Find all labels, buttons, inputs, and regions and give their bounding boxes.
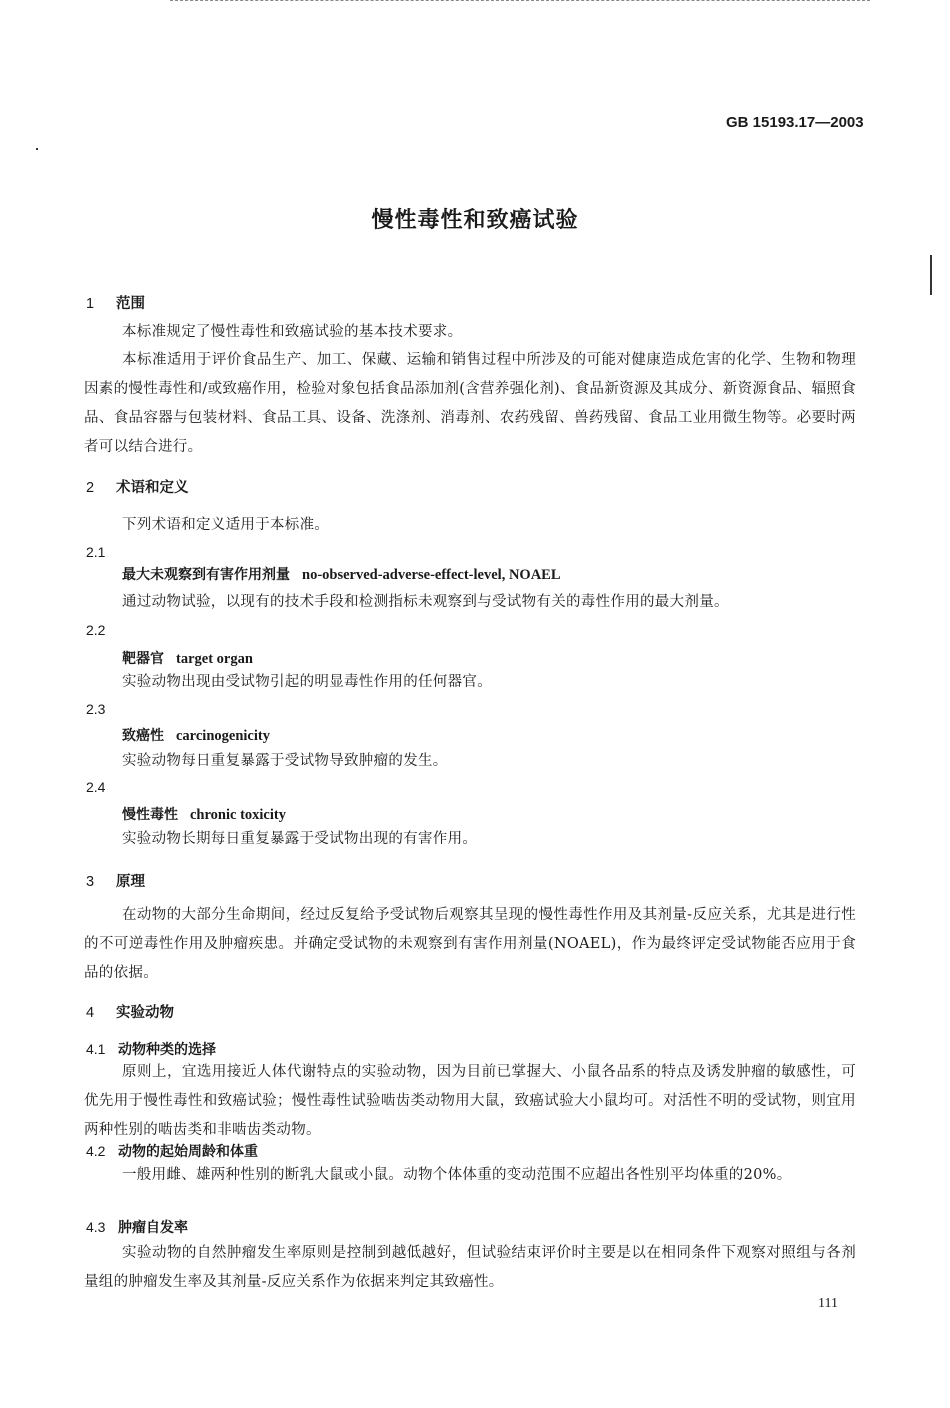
term-heading (122, 804, 286, 824)
section-title: 范围 (116, 296, 145, 312)
subsection-heading (86, 1141, 258, 1161)
subsection-number: 4.3 (86, 1219, 106, 1235)
section-title: 原理 (116, 874, 145, 890)
section-heading-1 (86, 292, 145, 313)
term-cn: 靶器官 (122, 651, 164, 667)
paragraph: 实验动物的自然肿瘤发生率原则是控制到越低越好，但试验结束评价时主要是以在相同条件下观察对照组与各剂量组的肿瘤发生率及其剂量-反应关系作为依据来判定其致癌性。 (84, 1245, 856, 1290)
scan-speck (36, 148, 38, 150)
term-definition: 通过动物试验，以现有的技术手段和检测指标未观察到与受试物有关的毒性作用的最大剂量。 (122, 594, 729, 610)
page-number: 111 (818, 1296, 838, 1311)
scan-edge-line (170, 0, 870, 3)
term-en: chronic toxicity (190, 807, 286, 823)
term-heading (122, 564, 561, 584)
paragraph: 原则上，宜选用接近人体代谢特点的实验动物，因为目前已掌握大、小鼠各品系的特点及诱发肿瘤的敏感性，可优先用于慢性毒性和致癌试验；慢性毒性试验啮齿类动物用大鼠，致癌试验大小鼠均可。对活性不明的受试物，则宜用两种性别的啮齿类和非啮齿类动物。 (84, 1064, 856, 1138)
subsection-heading (86, 1039, 216, 1059)
term-number: 2.2 (86, 622, 106, 638)
paragraph: 本标准适用于评价食品生产、加工、保藏、运输和销售过程中所涉及的可能对健康造成危害的化学、生物和物理因素的慢性毒性和/或致癌作用，检验对象包括食品添加剂(含营养强化剂)、食品新资源及其成分、新资源食品、辐照食品、食品容器与包装材料、食品工具、设备、洗涤剂、消毒剂、农药残留、兽药残留、食品工业用微生物等。必要时两者可以结合进行。 (84, 352, 856, 455)
term-number: 2.3 (86, 701, 106, 717)
section-intro: 下列术语和定义适用于本标准。 (122, 517, 330, 533)
term-en: target organ (176, 651, 253, 667)
subsection-title: 动物种类的选择 (118, 1042, 216, 1058)
term-definition: 实验动物出现由受试物引起的明显毒性作用的任何器官。 (122, 674, 492, 690)
term-number: 2.1 (86, 544, 106, 560)
section-number: 1 (86, 296, 95, 312)
section-number: 2 (86, 480, 95, 496)
paragraph: 本标准规定了慢性毒性和致癌试验的基本技术要求。 (122, 324, 463, 340)
section-heading-2 (86, 476, 189, 497)
section-title: 实验动物 (116, 1005, 174, 1021)
term-en: no-observed-adverse-effect-level, NOAEL (302, 567, 561, 583)
term-cn: 致癌性 (122, 728, 164, 744)
paragraph: 在动物的大部分生命期间，经过反复给予受试物后观察其呈现的慢性毒性作用及其剂量-反应关系，尤其是进行性的不可逆毒性作用及肿瘤疾患。并确定受试物的未观察到有害作用剂量(NOAEL)，作为最终评定受试物能否应用于食品的依据。 (84, 907, 856, 981)
subsection-heading (86, 1217, 188, 1237)
document-title: 慢性毒性和致癌试验 (371, 208, 579, 233)
section-heading-3 (86, 870, 145, 891)
term-definition: 实验动物每日重复暴露于受试物导致肿瘤的发生。 (122, 753, 448, 769)
term-number: 2.4 (86, 779, 106, 795)
subsection-title: 肿瘤自发率 (118, 1220, 188, 1236)
subsection-number: 4.2 (86, 1143, 106, 1159)
term-heading (122, 648, 253, 668)
section-number: 4 (86, 1005, 95, 1021)
term-en: carcinogenicity (176, 728, 270, 744)
subsection-number: 4.1 (86, 1041, 106, 1057)
standard-code: GB 15193.17—2003 (726, 114, 864, 131)
section-number: 3 (86, 874, 95, 890)
term-definition: 实验动物长期每日重复暴露于受试物出现的有害作用。 (122, 831, 478, 847)
section-title: 术语和定义 (116, 480, 189, 496)
section-heading-4 (86, 1001, 174, 1022)
paragraph: 一般用雌、雄两种性别的断乳大鼠或小鼠。动物个体体重的变动范围不应超出各性别平均体重的20%。 (122, 1167, 792, 1183)
scan-speck (930, 255, 932, 295)
term-cn: 慢性毒性 (122, 807, 178, 823)
term-cn: 最大未观察到有害作用剂量 (122, 567, 290, 583)
term-heading (122, 725, 270, 745)
subsection-title: 动物的起始周龄和体重 (118, 1144, 258, 1160)
